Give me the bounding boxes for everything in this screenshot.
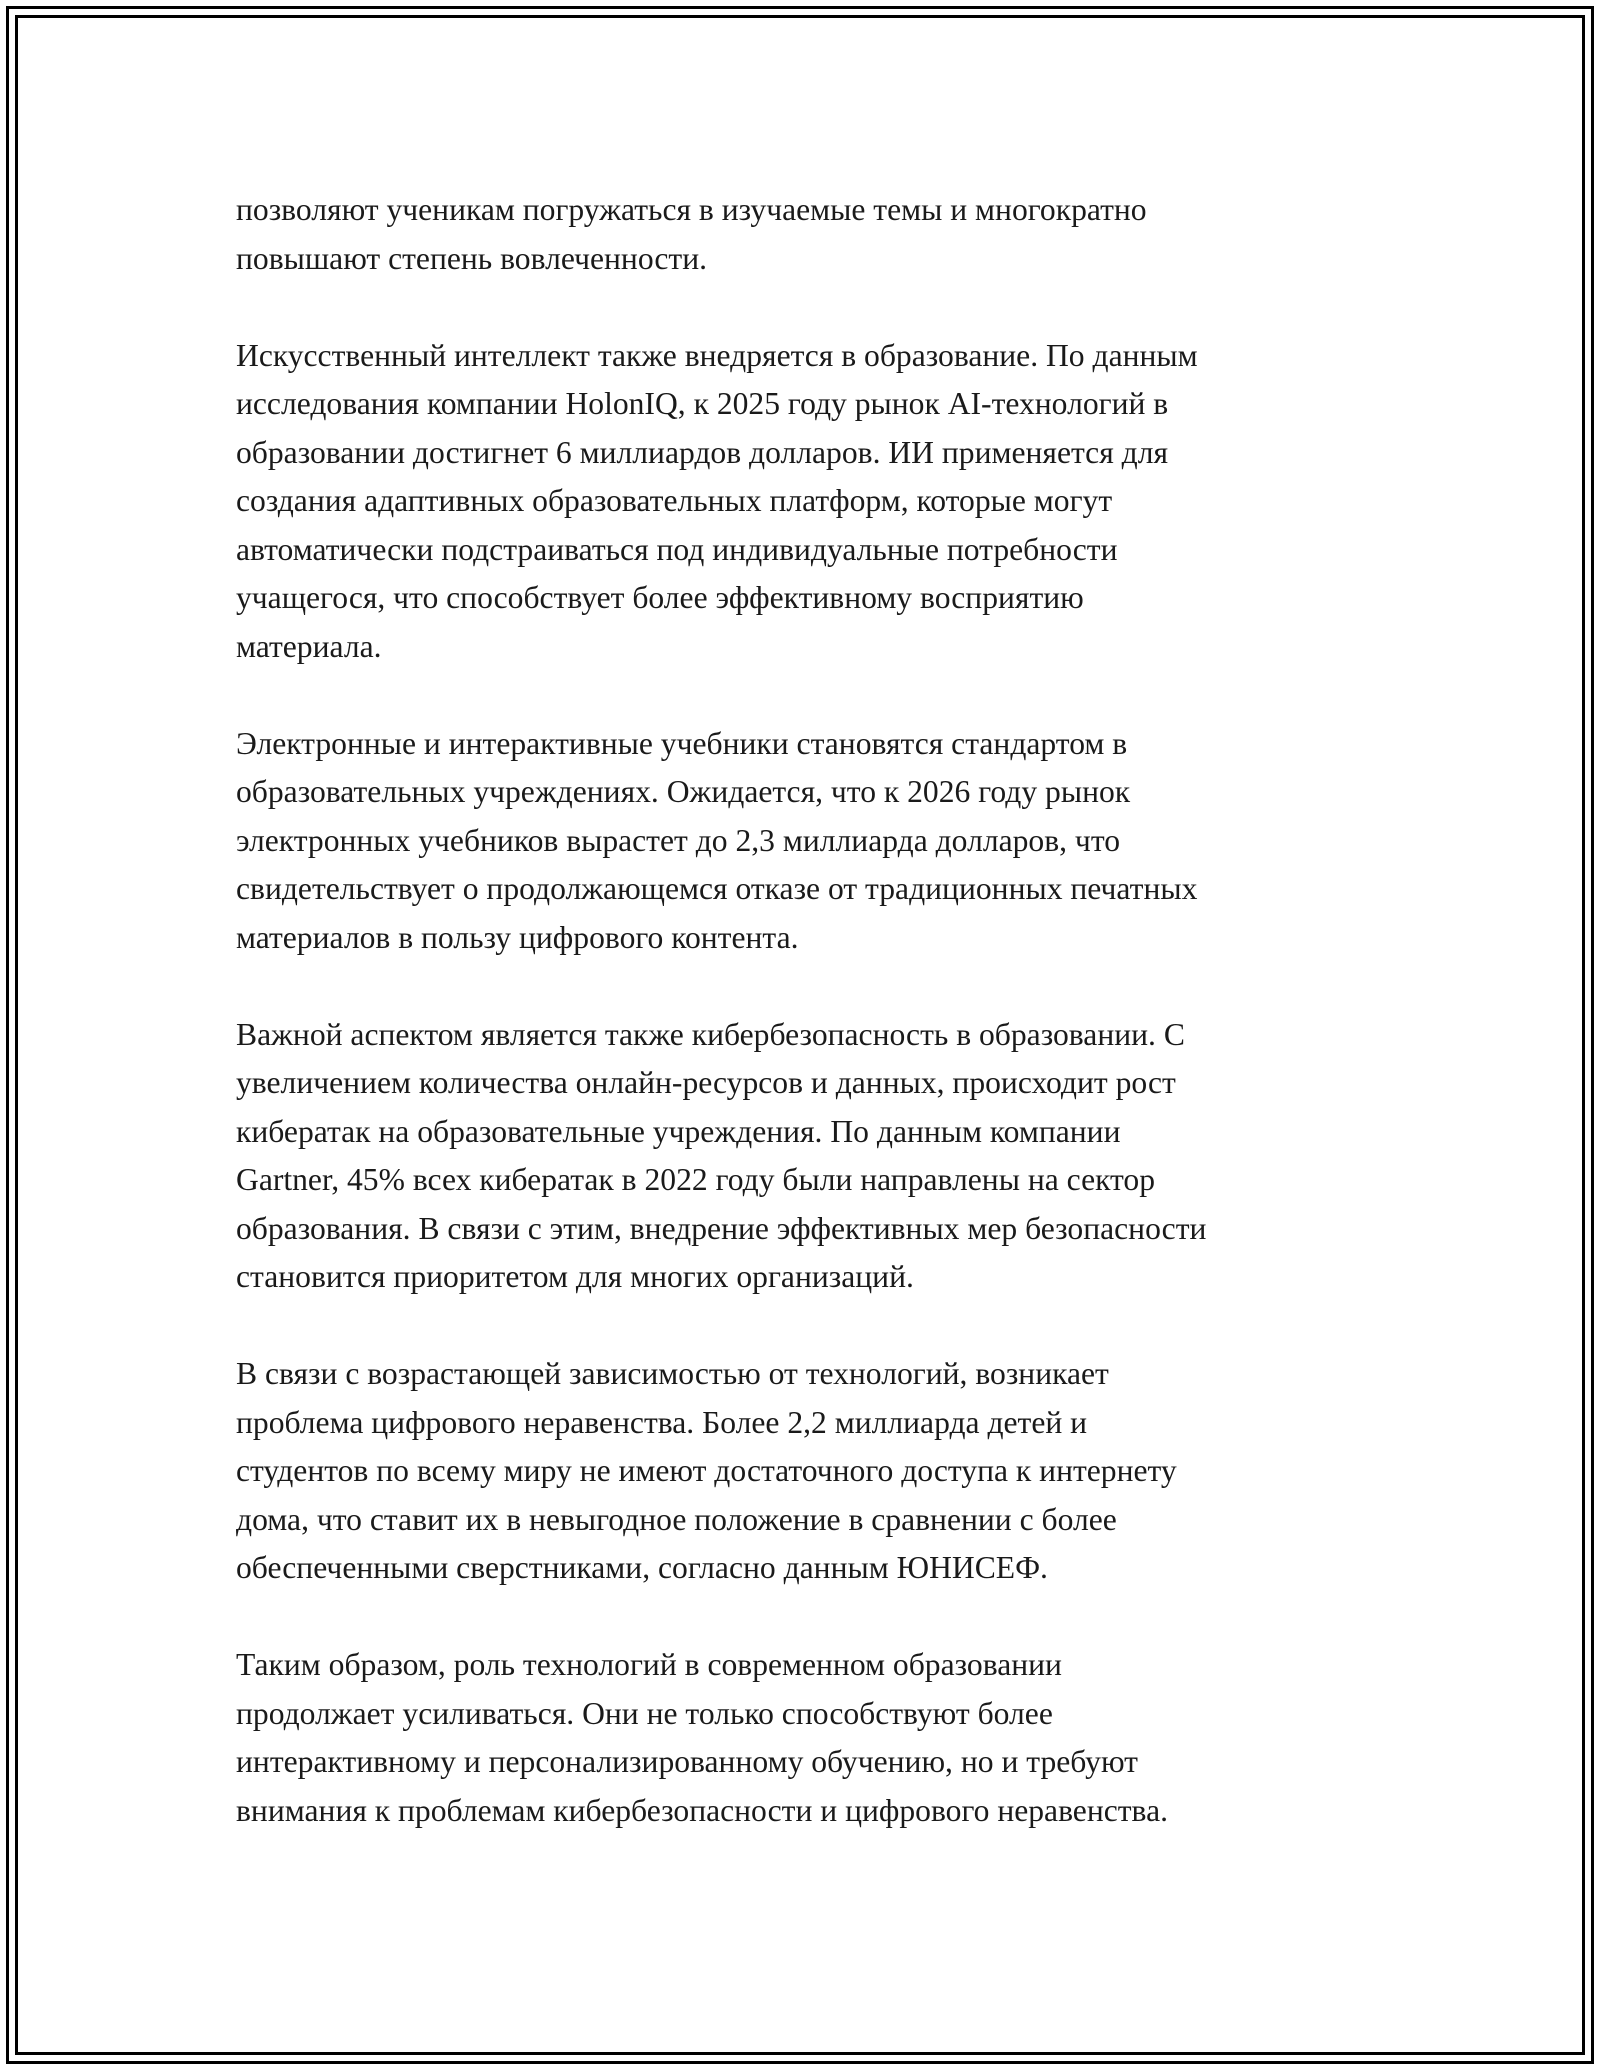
paragraph-line: внимания к проблемам кибербезопасности и цифрового неравенства. [236, 1792, 1168, 1828]
paragraph-4 [236, 1011, 1376, 1302]
paragraph-line: обеспеченными сверстниками, согласно данным ЮНИСЕФ. [236, 1550, 1048, 1585]
paragraph-line: Электронные и интерактивные учебники становятся стандартом в [236, 725, 1128, 761]
paragraph-1 [236, 186, 1376, 283]
paragraph-2 [236, 332, 1376, 672]
paragraph-line: увеличением количества онлайн-ресурсов и данных, происходит рост [236, 1065, 1176, 1100]
paragraph-line: свидетельствует о продолжающемся отказе от традиционных печатных [236, 871, 1198, 906]
paragraph-line: материала. [236, 628, 382, 664]
paragraph-line: создания адаптивных образовательных платформ, которые могут [236, 483, 1113, 518]
paragraph-line: позволяют ученикам погружаться в изучаемые темы и многократно [236, 192, 1147, 227]
paragraph-line: дома, что ставит их в невыгодное положение в сравнении с более [236, 1501, 1117, 1537]
paragraph-5 [236, 1350, 1376, 1593]
paragraph-line: Gartner, 45% всех кибератак в 2022 году были направлены на сектор [236, 1162, 1156, 1197]
paragraph-line: Таким образом, роль технологий в современном образовании [236, 1647, 1062, 1682]
paragraph-line: автоматически подстраиваться под индивидуальные потребности [236, 531, 1118, 567]
paragraph-line: электронных учебников вырастет до 2,3 миллиарда долларов, что [236, 822, 1121, 858]
paragraph-line: кибератак на образовательные учреждения. По данным компании [236, 1113, 1121, 1149]
paragraph-line: образования. В связи с этим, внедрение эффективных мер безопасности [236, 1210, 1207, 1246]
paragraph-line: Важной аспектом является также кибербезопасность в образовании. С [236, 1016, 1185, 1052]
paragraph-line: Искусственный интеллект также внедряется в образование. По данным [236, 337, 1198, 373]
paragraph-line: В связи с возрастающей зависимостью от технологий, возникает [236, 1356, 1109, 1391]
paragraph-line: повышают степень вовлеченности. [236, 240, 708, 276]
paragraph-line: материалов в пользу цифрового контента. [236, 919, 799, 955]
paragraph-line: образовательных учреждениях. Ожидается, что к 2026 году рынок [236, 774, 1131, 809]
paragraph-line: интерактивному и персонализированному обучению, но и требуют [236, 1744, 1138, 1779]
paragraph-line: исследования компании HolonIQ, к 2025 году рынок AI-технологий в [236, 386, 1169, 421]
document-body [236, 186, 1376, 1884]
paragraph-line: проблема цифрового неравенства. Более 2,2 миллиарда детей и [236, 1404, 1088, 1440]
paragraph-line: студентов по всему миру не имеют достаточного доступа к интернету [236, 1453, 1177, 1488]
paragraph-line: становится приоритетом для многих организаций. [236, 1259, 914, 1294]
paragraph-line: образовании достигнет 6 миллиардов долларов. ИИ применяется для [236, 434, 1169, 470]
paragraph-line: продолжает усиливаться. Они не только способствуют более [236, 1695, 1053, 1731]
paragraph-line: учащегося, что способствует более эффективному восприятию [236, 580, 1084, 615]
paragraph-6 [236, 1641, 1376, 1835]
paragraph-3 [236, 720, 1376, 963]
